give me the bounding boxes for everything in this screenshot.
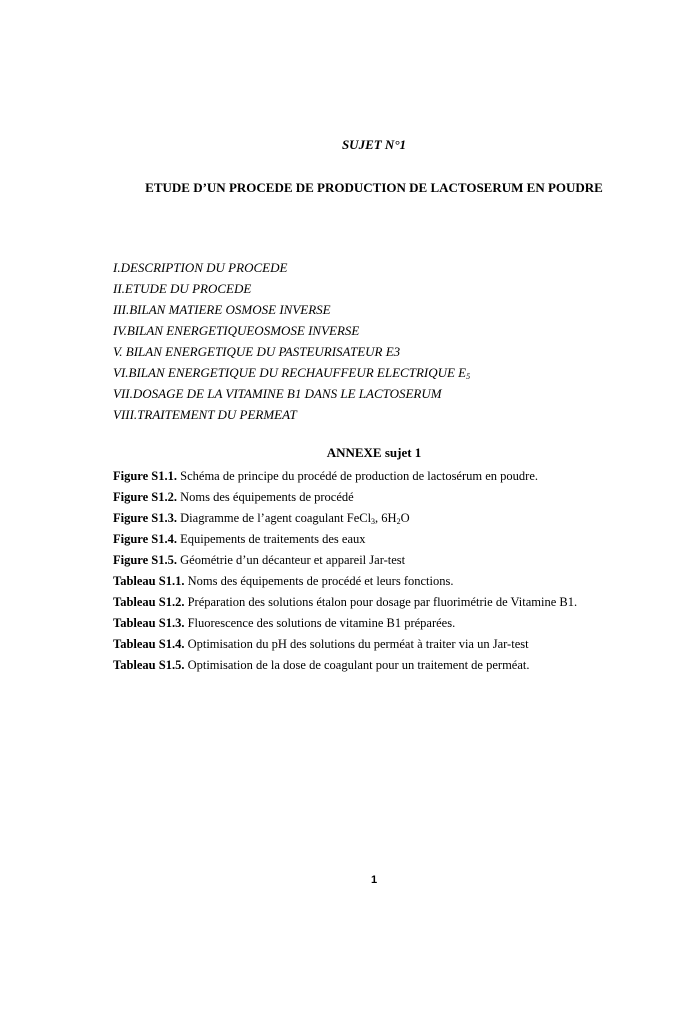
annex-title: ANNEXE sujet 1: [326, 445, 422, 460]
subscript: 2: [396, 517, 401, 526]
annex-ref: Figure S1.4.: [113, 532, 178, 546]
subscript: 5: [466, 372, 471, 381]
subscript: 3: [371, 517, 376, 526]
toc-item: VII.DOSAGE DE LA VITAMINE B1 DANS LE LACTOSERUM: [113, 386, 442, 401]
annex-ref: Figure S1.1.: [113, 469, 178, 483]
toc-item: V. BILAN ENERGETIQUE DU PASTEURISATEUR E3: [113, 344, 401, 359]
annex-caption: Diagramme de l’agent coagulant FeCl: [177, 511, 372, 525]
annex-item: [113, 655, 577, 676]
subject-title: SUJET N°1: [341, 137, 407, 152]
annex-ref: Figure S1.3.: [113, 511, 178, 525]
table-of-contents: [113, 257, 470, 425]
annex-ref: Tableau S1.4.: [113, 637, 185, 651]
annex-ref: Tableau S1.2.: [113, 595, 185, 609]
toc-item: I.DESCRIPTION DU PROCEDE: [113, 260, 288, 275]
annex-caption: Optimisation de la dose de coagulant pour un traitement de perméat.: [184, 658, 530, 672]
annex-caption: Noms des équipements de procédé: [177, 490, 354, 504]
annex-caption: Optimisation du pH des solutions du perméat à traiter via un Jar-test: [184, 637, 529, 651]
annex-ref: Figure S1.2.: [113, 490, 178, 504]
annex-caption: Schéma de principe du procédé de production de lactosérum en poudre.: [177, 469, 538, 483]
annex-item: [113, 487, 577, 508]
annex-item: Figure S1.3. Diagramme de l’agent coagulant FeCl$_3$, $6H_2O$: [113, 511, 410, 526]
annex-list: [113, 466, 577, 676]
annex-item: [113, 529, 577, 550]
annex-item: [113, 613, 577, 634]
annex-item: [113, 550, 577, 571]
main-title: ETUDE D’UN PROCEDE DE PRODUCTION DE LACTOSERUM EN POUDRE: [145, 180, 603, 195]
annex-ref: Tableau S1.5.: [113, 658, 185, 672]
annex-item: [113, 634, 577, 655]
toc-item: VIII.TRAITEMENT DU PERMEAT: [113, 407, 297, 422]
annex-ref: Tableau S1.3.: [113, 616, 185, 630]
annex-ref: Tableau S1.1.: [113, 574, 185, 588]
annex-caption: Noms des équipements de procédé et leurs fonctions.: [184, 574, 454, 588]
annex-caption: Equipements de traitements des eaux: [177, 532, 366, 546]
annex-caption: Fluorescence des solutions de vitamine B1 préparées.: [184, 616, 456, 630]
annex-item: [113, 571, 577, 592]
toc-item: II.ETUDE DU PROCEDE: [113, 281, 252, 296]
toc-item: III.BILAN MATIERE OSMOSE INVERSE: [113, 302, 331, 317]
page-number: 1: [370, 874, 378, 886]
toc-item: IV.BILAN ENERGETIQUEOSMOSE INVERSE: [113, 323, 360, 338]
annex-item: [113, 466, 577, 487]
toc-item: VI.BILAN ENERGETIQUE DU RECHAUFFEUR ELECTRIQUE $E_5$: [113, 365, 471, 381]
annex-caption: Préparation des solutions étalon pour dosage par fluorimétrie de Vitamine B1.: [184, 595, 578, 609]
annex-ref: Figure S1.5.: [113, 553, 178, 567]
annex-item: [113, 592, 577, 613]
annex-caption: Géométrie d’un décanteur et appareil Jar-test: [177, 553, 406, 567]
